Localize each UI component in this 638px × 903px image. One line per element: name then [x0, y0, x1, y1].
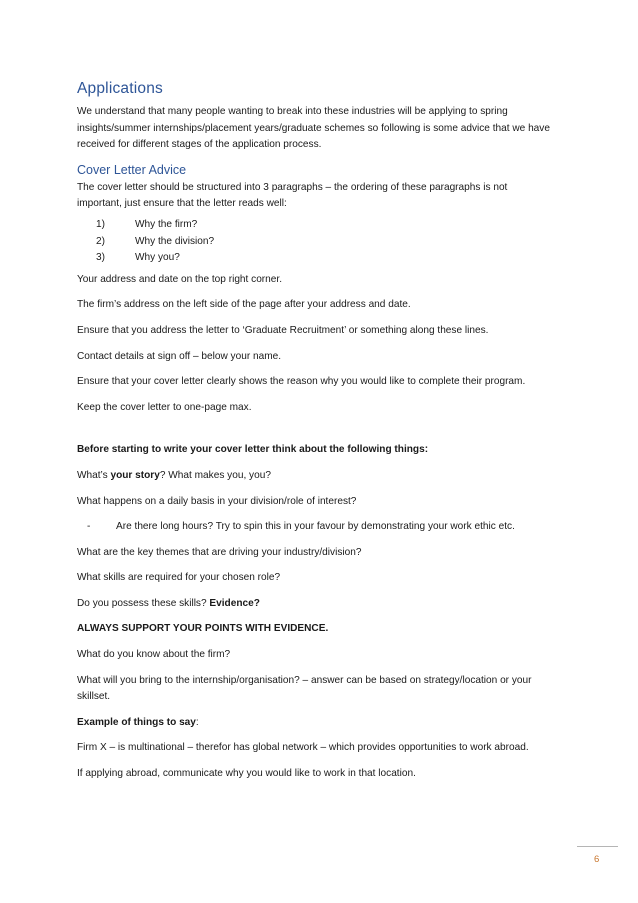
tip-paragraph: Ensure that you address the letter to ‘Graduate Recruitment’ or something along these lines. — [77, 324, 489, 336]
possess-question — [77, 596, 555, 613]
before-heading — [77, 442, 555, 459]
dash-text: Are there long hours? Try to spin this in your favour by demonstrating your work ethic etc. — [116, 521, 515, 533]
story-bold: your story — [110, 469, 160, 481]
example-firm-x: Firm X – is multinational – therefor has global network – which provides opportunities to work abroad. — [77, 742, 529, 754]
cover-letter-intro: The cover letter should be structured into 3 paragraphs – the ordering of these paragraphs is not important, just ensure that the letter reads well: — [77, 181, 508, 210]
section-heading-cover-letter: Cover Letter Advice — [77, 162, 187, 177]
example-colon: : — [195, 716, 199, 728]
list-item — [77, 250, 555, 267]
tip-paragraph: Contact details at sign off – below your name. — [77, 350, 282, 362]
tip-paragraph: Keep the cover letter to one-page max. — [77, 401, 252, 413]
footer-divider — [577, 846, 618, 847]
possess-pre: Do you possess these skills? — [77, 597, 210, 609]
section-spacer — [77, 425, 555, 442]
evidence-callout-text: ALWAYS SUPPORT YOUR POINTS WITH EVIDENCE. — [77, 623, 329, 635]
example-heading — [77, 715, 555, 732]
list-number: 1) — [96, 218, 105, 230]
page-content — [77, 80, 555, 792]
paragraph-list — [77, 217, 555, 267]
skills-question: What skills are required for your chosen role? — [77, 572, 281, 584]
tip-paragraph: Your address and date on the top right corner. — [77, 273, 283, 285]
list-text: Why the division? — [135, 235, 215, 247]
daily-question: What happens on a daily basis in your division/role of interest? — [77, 495, 357, 507]
bring-question: What will you bring to the internship/organisation? – answer can be based on strategy/location or your skillset. — [77, 674, 532, 703]
example-heading-text: Example of things to say — [77, 716, 196, 728]
list-number: 2) — [96, 235, 105, 247]
possess-bold: Evidence? — [209, 597, 260, 609]
themes-question: What are the key themes that are driving your industry/division? — [77, 546, 362, 558]
dash-list-item — [77, 519, 555, 536]
story-pre: What’s — [77, 469, 111, 481]
page-number: 6 — [594, 854, 600, 865]
list-number: 3) — [96, 252, 105, 264]
before-heading-text: Before starting to write your cover letter think about the following things: — [77, 444, 429, 456]
know-question: What do you know about the firm? — [77, 649, 231, 661]
evidence-callout — [77, 621, 555, 638]
tip-paragraph: The firm’s address on the left side of the page after your address and date. — [77, 299, 411, 311]
list-item — [77, 217, 555, 234]
dash-marker: - — [87, 521, 91, 533]
list-item — [77, 234, 555, 251]
applications-intro: We understand that many people wanting to break into these industries will be applying to spring insights/summer internships/placement years/graduate schemes so following is some advice that we have received for different stages of the application process. — [77, 106, 550, 151]
section-heading-applications: Applications — [77, 80, 163, 97]
story-question — [77, 468, 555, 485]
story-post: ? What makes you, you? — [159, 469, 271, 481]
example-abroad: If applying abroad, communicate why you would like to work in that location. — [77, 768, 416, 780]
list-text: Why you? — [135, 252, 180, 264]
list-text: Why the firm? — [135, 218, 198, 230]
tip-paragraph: Ensure that your cover letter clearly shows the reason why you would like to complete their program. — [77, 376, 526, 388]
